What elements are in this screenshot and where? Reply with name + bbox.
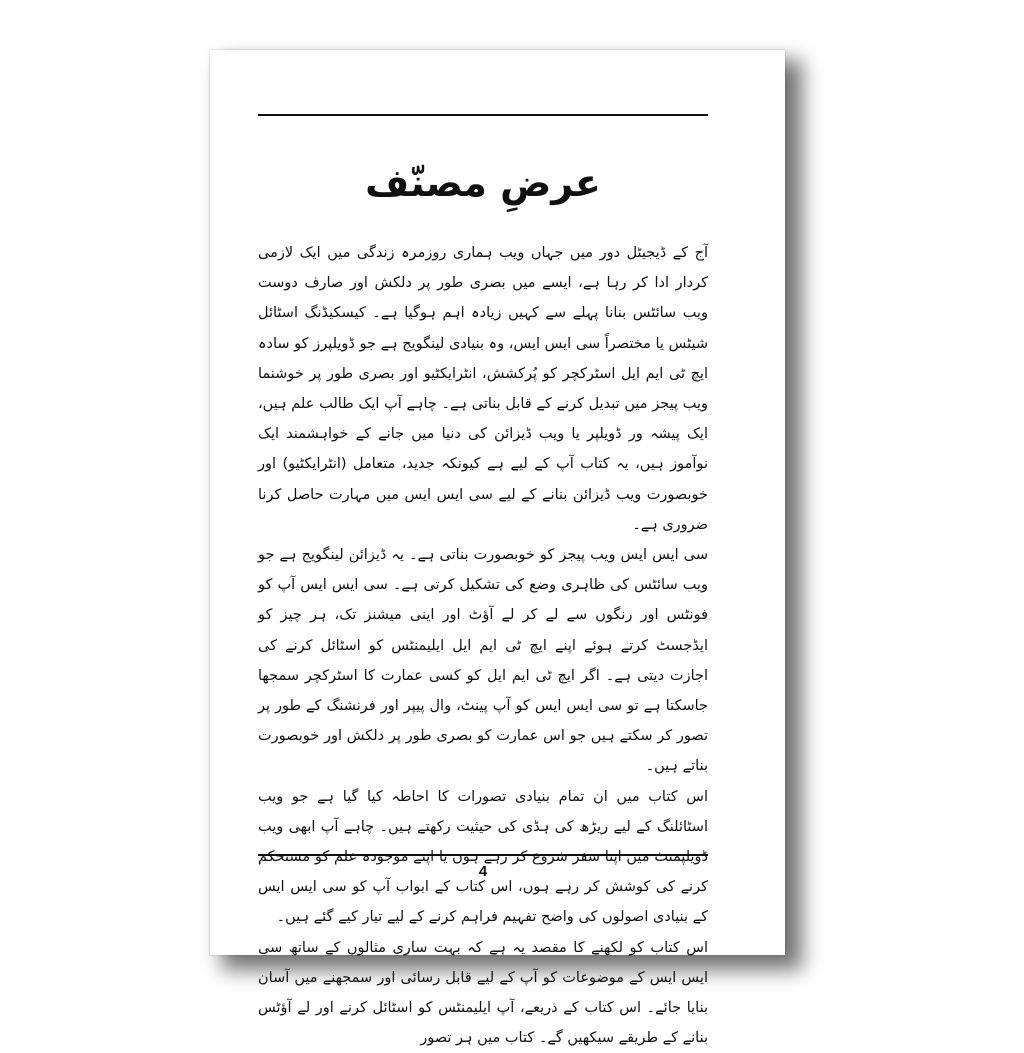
page-title: عرضِ مصنّف xyxy=(365,161,601,205)
top-rule xyxy=(258,114,708,116)
body-text xyxy=(258,238,708,1047)
paragraph-3: اس کتاب میں ان تمام بنیادی تصورات کا احاطہ کیا گیا ہے جو ویب اسٹائلنگ کے لیے ریڑھ کی ہڈی کی حیثیت رکھتے ہیں۔ چاہے آپ ابھی ویب ڈویلپمنٹ میں اپنا سفر شروع کر رہے ہوں یا اپنے موجودہ علم کو مستحکم کرنے کی کوشش کر رہے ہوں، اس کتاب کے ابواب آپ کو سی ایس ایس کے بنیادی اصولوں کی واضح تفہیم فراہم کرنے کے لیے تیار کیے گئے ہیں۔ xyxy=(258,788,708,926)
paragraph-2: سی ایس ایس ویب پیجز کو خوبصورت بناتی ہے۔ یہ ڈیزائن لینگویج ہے جو ویب سائٹس کی ظاہری وضع کی تشکیل کرتی ہے۔ سی ایس ایس آپ کو فونٹس اور رنگوں سے لے کر لے آؤٹ اور اینی میشنز تک، ہر چیز کو ایڈجسٹ کرتے ہوئے اپنے ایچ ٹی ایم ایل ایلیمنٹس کو اسٹائل کرنے کی اجازت دیتی ہے۔ اگر ایچ ٹی ایم ایل کو کسی عمارت کا اسٹرکچر سمجھا جاسکتا ہے تو سی ایس ایس کو آپ پینٹ، وال پیپر اور فرنشنگ کے طور پر تصور کر سکتے ہیں جو اس عمارت کو بصری طور پر دلکش اور خوبصورت بناتے ہیں۔ xyxy=(258,547,708,775)
bottom-rule xyxy=(258,854,708,856)
page-number: 4 xyxy=(478,863,488,880)
book-page xyxy=(210,50,785,1047)
paragraph-4: اس کتاب کو لکھنے کا مقصد یہ ہے کہ بہت ساری مثالوں کے ساتھ سی ایس ایس کے موضوعات کو آپ کے لیے قابل رسائی اور سمجھنے میں آسان بنایا جائے۔ اس کتاب کے ذریعے، آپ ایلیمنٹس کو اسٹائل کرنے اور لے آؤٹس بنانے کے طریقے سیکھیں گے۔ کتاب میں ہر تصور xyxy=(258,939,708,1047)
paragraph-1: آج کے ڈیجیٹل دور میں جہاں ویب ہماری روزمرہ زندگی میں ایک لازمی کردار ادا کر رہا ہے، ایسے میں بصری طور پر دلکش اور صارف دوست ویب سائٹس بنانا پہلے سے کہیں زیادہ اہم ہوگیا ہے۔ کیسکیڈنگ اسٹائل شیٹس یا مختصراً سی ایس ایس، وہ بنیادی لینگویج ہے جو ڈویلپرز کو سادہ ایچ ٹی ایم ایل اسٹرکچر کو پُرکشش، انٹرایکٹیو اور بصری طور پر خوشنما ویب پیجز میں تبدیل کرنے کے قابل بناتی ہے۔ چاہے آپ ایک طالب علم ہیں، ایک پیشہ ور ڈویلپر یا ویب ڈیزائن کی دنیا میں جانے کے خواہشمند ایک نوآموز ہیں، یہ کتاب آپ کے لیے ہے کیونکہ جدید، متعامل (انٹرایکٹیو) اور خوبصورت ویب ڈیزائن بنانے کے لیے سی ایس ایس میں مہارت حاصل کرنا ضروری ہے۔ xyxy=(258,245,708,533)
